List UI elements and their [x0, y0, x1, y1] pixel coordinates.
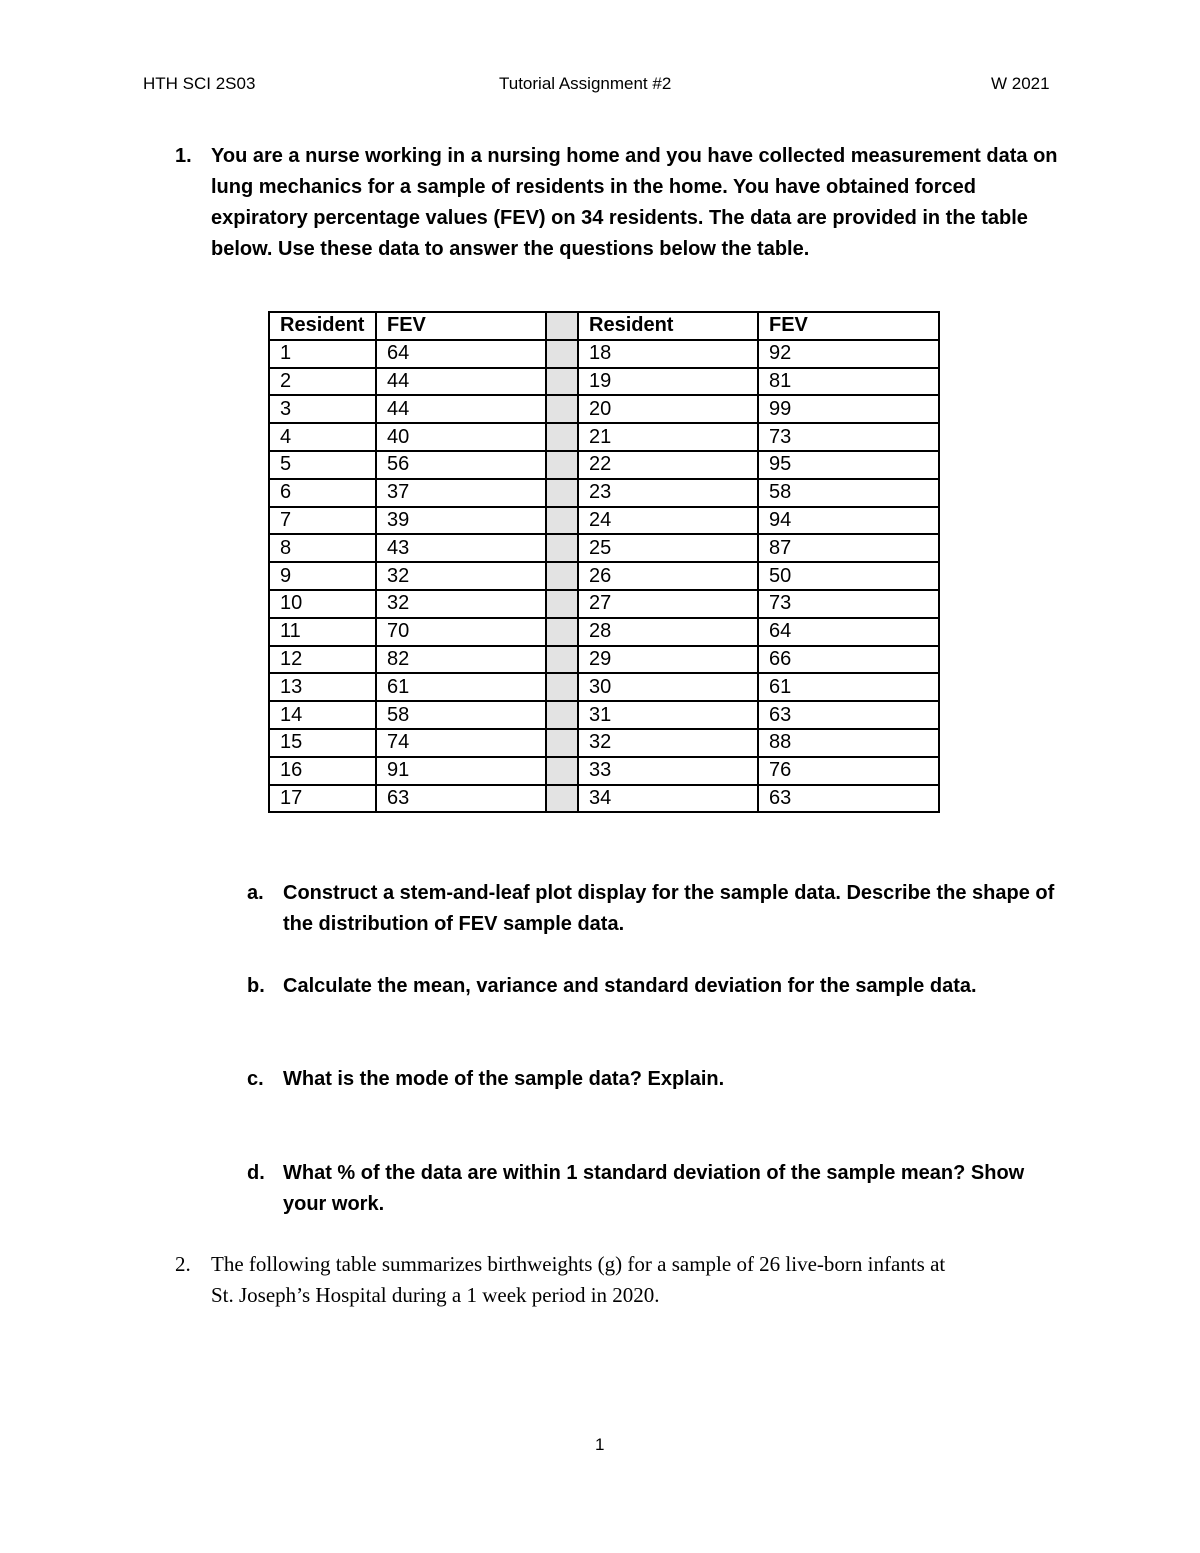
table-cell: 37 [376, 479, 546, 507]
table-row [269, 646, 939, 674]
table-cell: 20 [578, 395, 758, 423]
table-cell: 70 [376, 618, 546, 646]
table-row [269, 395, 939, 423]
spacer-cell [546, 507, 578, 535]
table-row [269, 729, 939, 757]
table-row [269, 618, 939, 646]
table-cell: 11 [269, 618, 376, 646]
spacer-cell [546, 479, 578, 507]
table-cell: 32 [578, 729, 758, 757]
spacer-cell [546, 646, 578, 674]
spacer-cell [546, 618, 578, 646]
sub-question-line: What % of the data are within 1 standard deviation of the sample mean? Show [283, 1162, 1025, 1184]
table-row [269, 479, 939, 507]
table-cell: 5 [269, 451, 376, 479]
table-cell: 8 [269, 534, 376, 562]
sub-question-label: c. [247, 1068, 264, 1090]
table-cell: 82 [376, 646, 546, 674]
table-cell: 19 [578, 368, 758, 396]
column-header: FEV [758, 312, 939, 340]
table-cell: 43 [376, 534, 546, 562]
spacer-cell [546, 562, 578, 590]
spacer-cell [546, 340, 578, 368]
sub-question-line: the distribution of FEV sample data. [283, 913, 625, 935]
table-row [269, 590, 939, 618]
q2-line: The following table summarizes birthweights (g) for a sample of 26 live-born infants at [211, 1252, 946, 1276]
table-cell: 21 [578, 423, 758, 451]
table-cell: 28 [578, 618, 758, 646]
table-cell: 63 [758, 701, 939, 729]
table-cell: 73 [758, 423, 939, 451]
spacer-cell [546, 729, 578, 757]
table-cell: 32 [376, 562, 546, 590]
table-cell: 25 [578, 534, 758, 562]
table-cell: 40 [376, 423, 546, 451]
table-cell: 9 [269, 562, 376, 590]
sub-question-label: a. [247, 882, 264, 904]
spacer-cell [546, 395, 578, 423]
fev-table [268, 311, 940, 813]
table-cell: 91 [376, 757, 546, 785]
table-cell: 56 [376, 451, 546, 479]
header-term: W 2021 [991, 74, 1050, 93]
table-cell: 22 [578, 451, 758, 479]
spacer-cell [546, 757, 578, 785]
table-cell: 73 [758, 590, 939, 618]
table-cell: 63 [376, 785, 546, 813]
table-cell: 26 [578, 562, 758, 590]
spacer-cell [546, 534, 578, 562]
table-cell: 10 [269, 590, 376, 618]
spacer-cell [546, 451, 578, 479]
spacer-cell [546, 673, 578, 701]
table-row [269, 757, 939, 785]
table-cell: 13 [269, 673, 376, 701]
table-cell: 66 [758, 646, 939, 674]
table-cell: 7 [269, 507, 376, 535]
table-cell: 81 [758, 368, 939, 396]
table-cell: 94 [758, 507, 939, 535]
sub-question-line: Construct a stem-and-leaf plot display for the sample data. Describe the shape of [283, 882, 1055, 904]
q1-line: below. Use these data to answer the questions below the table. [211, 238, 810, 260]
table-cell: 4 [269, 423, 376, 451]
table-row [269, 701, 939, 729]
table-cell: 50 [758, 562, 939, 590]
page-number: 1 [595, 1435, 605, 1454]
table-cell: 3 [269, 395, 376, 423]
sub-question-line: What is the mode of the sample data? Explain. [283, 1068, 725, 1090]
sub-question-label: b. [247, 975, 265, 997]
table-cell: 99 [758, 395, 939, 423]
table-cell: 76 [758, 757, 939, 785]
sub-question-label: d. [247, 1162, 265, 1184]
table-cell: 64 [758, 618, 939, 646]
table-cell: 58 [758, 479, 939, 507]
table-cell: 6 [269, 479, 376, 507]
q1-line: You are a nurse working in a nursing home and you have collected measurement data on [211, 145, 1058, 167]
spacer-cell [546, 785, 578, 813]
q1-line: lung mechanics for a sample of residents in the home. You have obtained forced [211, 176, 976, 198]
table-cell: 30 [578, 673, 758, 701]
table-cell: 44 [376, 368, 546, 396]
table-cell: 29 [578, 646, 758, 674]
table-cell: 17 [269, 785, 376, 813]
question-number: 2. [175, 1252, 191, 1276]
table-cell: 15 [269, 729, 376, 757]
table-cell: 1 [269, 340, 376, 368]
table-cell: 61 [758, 673, 939, 701]
table-cell: 58 [376, 701, 546, 729]
spacer-cell [546, 423, 578, 451]
table-cell: 32 [376, 590, 546, 618]
column-header: Resident [578, 312, 758, 340]
table-cell: 44 [376, 395, 546, 423]
table-cell: 34 [578, 785, 758, 813]
question-number: 1. [175, 145, 192, 167]
table-row [269, 673, 939, 701]
table-cell: 87 [758, 534, 939, 562]
column-header: FEV [376, 312, 546, 340]
table-cell: 16 [269, 757, 376, 785]
q2-line: St. Joseph’s Hospital during a 1 week period in 2020. [211, 1283, 660, 1307]
sub-question-line: Calculate the mean, variance and standard deviation for the sample data. [283, 975, 977, 997]
header-course: HTH SCI 2S03 [143, 74, 256, 93]
sub-question-line: your work. [283, 1193, 385, 1215]
header-title: Tutorial Assignment #2 [499, 74, 672, 93]
table-cell: 39 [376, 507, 546, 535]
table-row [269, 340, 939, 368]
table-cell: 14 [269, 701, 376, 729]
table-cell: 27 [578, 590, 758, 618]
table-cell: 31 [578, 701, 758, 729]
table-cell: 88 [758, 729, 939, 757]
table-row [269, 423, 939, 451]
table-header-row [269, 312, 939, 340]
table-cell: 95 [758, 451, 939, 479]
table-cell: 24 [578, 507, 758, 535]
spacer-cell [546, 312, 578, 340]
q1-line: expiratory percentage values (FEV) on 34 residents. The data are provided in the table [211, 207, 1028, 229]
spacer-cell [546, 590, 578, 618]
table-cell: 33 [578, 757, 758, 785]
table-cell: 64 [376, 340, 546, 368]
table-cell: 23 [578, 479, 758, 507]
table-row [269, 534, 939, 562]
table-cell: 18 [578, 340, 758, 368]
table-row [269, 507, 939, 535]
table-row [269, 785, 939, 813]
table-cell: 61 [376, 673, 546, 701]
table-row [269, 368, 939, 396]
column-header: Resident [269, 312, 376, 340]
table-cell: 92 [758, 340, 939, 368]
table-cell: 12 [269, 646, 376, 674]
spacer-cell [546, 368, 578, 396]
table-cell: 2 [269, 368, 376, 396]
table-row [269, 562, 939, 590]
spacer-cell [546, 701, 578, 729]
table-cell: 74 [376, 729, 546, 757]
table-cell: 63 [758, 785, 939, 813]
table-row [269, 451, 939, 479]
